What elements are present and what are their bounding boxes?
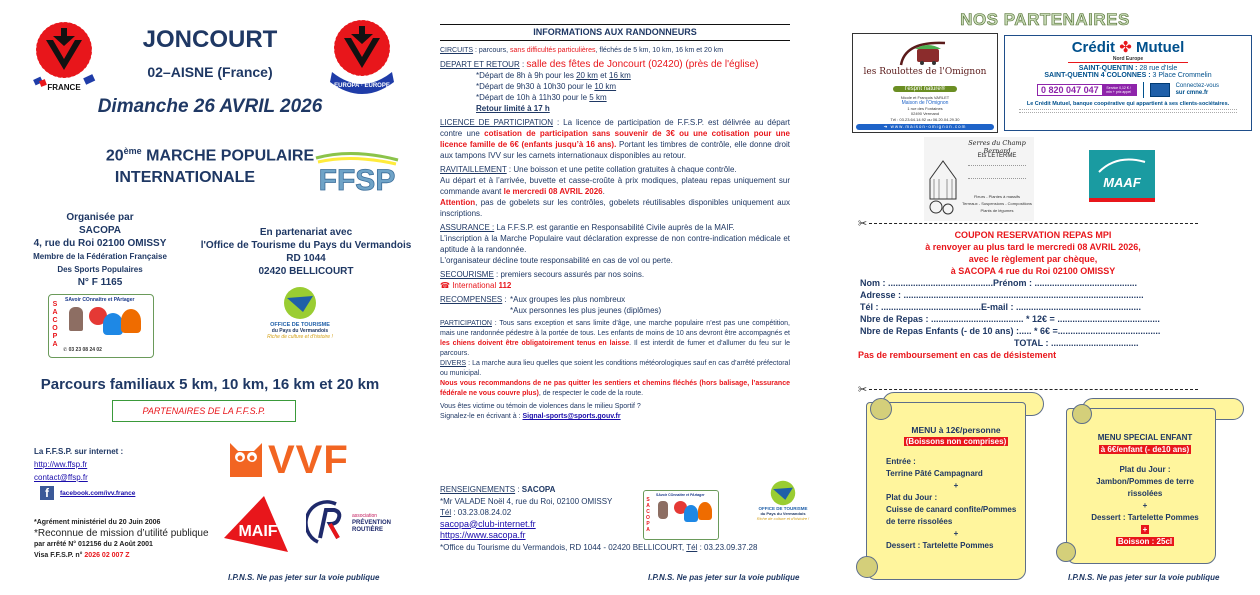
serres-company: Ets LETERME: [977, 153, 1017, 159]
assurance-text3: L'organisateur décline toute responsabilité en cas de vol ou perte.: [440, 256, 673, 265]
event-name-line2: INTERNATIONALE: [114, 169, 256, 187]
circuits-section: [440, 45, 790, 56]
scissors-icon: ✂: [858, 218, 868, 230]
sacopa-logo: [48, 294, 154, 358]
office-address: *Office du Tourisme du Vermandois, RD 1044 - 02420 BELLICOURT,: [440, 542, 687, 552]
organiser-block: [30, 211, 170, 289]
phone-icon: ☎: [440, 281, 450, 290]
tourism-line2: du Pays du Vermandois: [271, 328, 329, 334]
sacopa-vertical-text: SACOPA: [52, 301, 58, 348]
entree-dish: Terrine Pâté Campagnard: [886, 469, 983, 478]
roulottes-city: 02490 Vermand: [910, 111, 940, 116]
partnership-city: 02420 BELLICOURT: [258, 266, 354, 277]
tourism-office-logo: [250, 286, 350, 340]
serres-product-line: Terreaux - Suspensions - Compositions: [962, 201, 1032, 206]
visa-number: 2026 02 007 Z: [84, 552, 130, 559]
attention-label: Attention: [440, 198, 476, 207]
attention-section: [440, 197, 790, 219]
ffsp-email-link[interactable]: contact@ffsp.fr: [34, 473, 88, 482]
cm-region: Nord Europe: [1068, 56, 1188, 63]
child-plat-dish: Jambon/Pommes de terre rissolées: [1096, 477, 1194, 498]
tourism-line1: OFFICE DE TOURISME: [270, 322, 330, 328]
depart-section: [440, 59, 790, 114]
event-department: 02–AISNE (France): [147, 64, 273, 80]
plus-separator: +: [953, 481, 959, 490]
plus-separator: +: [1142, 525, 1148, 534]
distance: 20 km: [576, 71, 598, 80]
participation-red: les chiens doivent être obligatoirement tenus en laisse: [440, 340, 630, 347]
renseignements-section: [440, 484, 800, 553]
plat-dish: Cuisse de canard confite/Pommes de terre rissolées: [886, 505, 1017, 526]
assurance-label: ASSURANCE :: [440, 223, 495, 232]
tourism-slogan: Riche de culture et d'histoire !: [267, 334, 333, 340]
hiker-figure-icon: [658, 501, 668, 519]
cm-connect2: sur cmne.fr: [1175, 90, 1209, 96]
prevention-routiere-logo: [306, 498, 391, 548]
legal-reconnue: *Reconnue de mission d’utilité publique: [34, 528, 209, 539]
sacopa-tagline: SAvoir COnnaître et PArtager: [65, 297, 135, 303]
legal-block: [34, 517, 209, 561]
scroll-curl-icon: [1056, 542, 1076, 562]
visa-label: Visa F.F.S.P. n°: [34, 552, 85, 559]
cm-addr2-city: SAINT-QUENTIN 4 COLONNES :: [1044, 72, 1151, 79]
person-figure-icon: [684, 505, 698, 522]
event-location-title: JONCOURT: [142, 26, 278, 53]
child-menu-price: à 6€/enfant (- de10 ans): [1100, 445, 1190, 454]
child-meals-count-field[interactable]: Nbre de Repas Enfants (- de 10 ans) :..... * 6€ =.........................................: [860, 326, 1161, 336]
caravan-icon: [895, 37, 955, 67]
serres-card: [924, 137, 1034, 221]
child-plat-label: Plat du Jour :: [1119, 465, 1171, 474]
depart-line-text: *Départ de 8h à 9h pour les: [476, 71, 577, 80]
assurance-text1: La F.F.S.P. est garantie en Responsabilité Civile auprès de la MAIF.: [494, 223, 735, 232]
renseignements-label: RENSEIGNEMENTS: [440, 485, 516, 494]
prevention-line3: ROUTIÈRE: [352, 526, 384, 533]
plus-separator: +: [1142, 501, 1148, 510]
no-refund-notice: Pas de remboursement en cas de désistement: [858, 350, 1057, 360]
circuits-text1: : parcours,: [473, 47, 511, 54]
cm-name-right: Mutuel: [1135, 39, 1185, 56]
child-dessert-dish: Dessert : Tartelette Pommes: [1091, 513, 1199, 522]
scroll-curl-icon: [1072, 404, 1092, 424]
participation-text2: . Il est interdit de fumer et d’allumer du feu sur le parcours.: [440, 340, 790, 357]
secourisme-label: SECOURISME: [440, 270, 494, 279]
organiser-name: SACOPA: [78, 225, 122, 236]
maaf-logo: [1089, 150, 1155, 202]
sacopa-tel: : 03.23.08.24.02: [451, 508, 512, 517]
scissors-icon: ✂: [858, 384, 868, 396]
address-field[interactable]: Adresse : ................................................................................................: [860, 290, 1144, 300]
depart-line: [440, 70, 790, 81]
meals-count-field[interactable]: Nbre de Repas : ..................................... * 12€ = .........................................: [860, 314, 1160, 324]
ravitaillement-deadline: le mercredi 08 AVRIL 2026: [503, 187, 603, 196]
recompenses-sep: :: [502, 295, 507, 304]
svg-text:MAIF: MAIF: [238, 523, 278, 540]
serres-name: Serres du Champ Bernard: [968, 139, 1026, 155]
cm-slogan: Le Crédit Mutuel, banque coopérative qui appartient à ses clients-sociétaires.: [1026, 101, 1230, 107]
child-drink: Boisson : 25cl: [1117, 537, 1173, 546]
greenhouse-sketch-icon: [926, 151, 960, 215]
attention-text: , pas de gobelets sur les contrôles, gobelets réutilisables disponibles uniquement aux inscriptions.: [440, 198, 790, 218]
credit-mutuel-card: [1004, 35, 1252, 131]
adult-menu-scroll: [856, 390, 1046, 585]
serres-products: [962, 193, 1032, 214]
organiser-label: Organisée par: [66, 212, 134, 223]
cm-name-left: Crédit: [1071, 39, 1116, 56]
ravitaillement-text2: Au départ et à l’arrivée, buvette et casse-croûte à prix modiques, plateau repas uniquement sur commande avant: [440, 176, 790, 196]
partnership-label: En partenariat avec: [259, 227, 353, 238]
ravitaillement-text3: .: [602, 187, 605, 196]
tourism-line2: du Pays du Vermandois: [760, 511, 806, 516]
coupon-title: COUPON RESERVATION REPAS MPI: [954, 230, 1112, 240]
ravitaillement-label: RAVITAILLEMENT: [440, 165, 507, 174]
cm-phone-note: Service 0,12 € / min + prix appel: [1102, 85, 1136, 95]
total-field[interactable]: TOTAL : ...................................: [1014, 338, 1139, 348]
maaf-text: MAAF: [1103, 175, 1141, 190]
ipns-notice-right: I.P.N.S. Ne pas jeter sur la voie publique: [1068, 573, 1220, 582]
distance: 10 km: [594, 82, 617, 91]
ffsp-partners-box: PARTENAIRES DE LA F.F.S.P.: [112, 400, 296, 422]
maif-logo-icon: [222, 494, 290, 554]
participation-text1: : Tous sans exception et sans limite d’âge, une marche populaire n’est pas une compétition, mais une randonnée pédestre à la portée de tous. Les enfants de moins de 10 ans devront être accompagnés et: [440, 320, 790, 337]
adult-menu-content: [886, 424, 1026, 552]
sacopa-phone: ✆ 03 23 08 24 02: [63, 347, 102, 353]
participation-label: PARTICIPATION: [440, 320, 492, 327]
ivv-france-logo-icon: [28, 18, 100, 94]
hiker-figure-icon: [69, 307, 83, 331]
serres-product-line: Plants de légumes: [980, 208, 1014, 213]
violence-text2: Signalez-le en écrivant à :: [440, 413, 523, 420]
office-tel: : 03.23.09.37.28: [697, 542, 758, 552]
divers-text1: : La marche aura lieu quelles que soient les conditions météorologiques sauf en cas d’arrêté préfectoral ou municipal.: [440, 360, 790, 377]
ipns-notice-middle: I.P.N.S. Ne pas jeter sur la voie publique: [648, 573, 800, 582]
organiser-number: N° F 1165: [77, 277, 123, 288]
prevention-line2: PRÉVENTION: [352, 519, 392, 526]
ffsp-website-link[interactable]: http://ww.ffsp.fr: [34, 460, 88, 469]
ravitaillement-text1: : Une boisson et une petite collation gratuites à chaque contrôle.: [506, 165, 737, 174]
cm-phone-box: [1037, 84, 1137, 96]
adult-menu-title: MENU à 12€/personne: [911, 425, 1001, 435]
licence-section: [440, 117, 790, 161]
divider: [1143, 82, 1144, 98]
divers-red: Nous vous recommandons de ne pas quitter les sentiers et chemins fléchés (hors balisage, l’assurance fédérale ne vous couvre plus): [440, 380, 790, 397]
renseignements-name: SACOPA: [521, 485, 556, 494]
person-figure-icon: [121, 309, 141, 333]
svg-text:FRANCE: FRANCE: [47, 83, 81, 92]
legal-arrete: par arrêté N° 012156 du 2 Août 2001: [34, 541, 153, 548]
roulottes-tel: Tél : 03.23.64.14.92 ou 06.20.04.29.30: [890, 117, 960, 122]
parcours-headline: Parcours familiaux 5 km, 10 km, 16 km et 20 km: [40, 376, 380, 393]
circuits-text2: , fléchés de 5 km, 10 km, 16 km et 20 km: [595, 47, 724, 54]
reservation-coupon: [858, 229, 1208, 361]
recompenses-label: RECOMPENSES: [440, 295, 503, 304]
divers-text2: , de respecter le code de la route.: [538, 390, 644, 397]
facebook-icon: f: [40, 486, 54, 500]
credit-mutuel-name: [1005, 40, 1251, 56]
depart-label: DEPART ET RETOUR: [440, 60, 520, 69]
roulottes-card: [852, 33, 998, 133]
child-menu-scroll: [1056, 396, 1246, 566]
cm-phone: 0 820 047 047: [1041, 85, 1099, 95]
ffsp-logo-icon: [312, 150, 402, 196]
ffsp-web-block: [34, 445, 135, 500]
licence-text1: : La licence de participation de F.F.S.P. est délivrée au départ contre une: [440, 118, 790, 138]
organiser-address: 4, rue du Roi 02100 OMISSY: [33, 238, 167, 249]
roulottes-website-text: www.maison-omignon.com: [890, 124, 967, 129]
adult-menu-note: (Boissons non comprises): [905, 437, 1007, 446]
entree-label: Entrée :: [886, 457, 916, 466]
circuits-label: CIRCUITS: [440, 47, 474, 54]
tourism-v-icon: [283, 286, 317, 320]
roulottes-tagline: l'esprit nature®: [893, 86, 957, 92]
assurance-text2: L’inscription à la Marche Populaire vaut déclaration expresse de non contre-indication médicale et aptitude à la randonnée.: [440, 234, 790, 254]
middle-panel: [440, 24, 790, 425]
partnership-block: [196, 226, 416, 278]
event-ordinal: 20: [105, 147, 124, 165]
coupon-payment: avec le règlement par chèque,: [968, 254, 1098, 264]
renseignements-sep: :: [515, 485, 522, 494]
retour-limit: Retour limité à 17 h: [476, 104, 550, 113]
divers-label: DIVERS: [440, 360, 467, 367]
sacopa-vertical-text: SACOPA: [646, 497, 650, 533]
licence-red: cotisation de participation sans souvenir de 3€ ou une cotisation pour une licence famille de 6€ (enfants jusqu’à 16 ans).: [440, 129, 790, 149]
divers-section: [440, 359, 790, 399]
tourism-line1: OFFICE DE TOURISME: [758, 506, 808, 511]
depart-line-mid: et: [597, 71, 609, 80]
ravitaillement-section: [440, 164, 790, 197]
coupon-deadline: à renvoyer au plus tard le mercredi 08 AVRIL 2026,: [925, 242, 1141, 252]
prevention-line1: association: [352, 512, 378, 519]
svg-text:FFSP: FFSP: [318, 164, 396, 196]
event-date: Dimanche 26 AVRIL 2026: [97, 96, 323, 117]
vvf-text: VVF: [268, 438, 349, 482]
maaf-swoosh-icon: [1097, 156, 1147, 174]
vvf-logo: [228, 440, 349, 480]
owl-icon: [228, 441, 264, 479]
office-tel-label: Tél: [686, 542, 698, 552]
plat-label: Plat du Jour :: [886, 493, 938, 502]
depart-line: [440, 92, 790, 103]
credit-mutuel-logo-icon: ✤: [1119, 39, 1132, 56]
secourisme-intl: International: [449, 281, 499, 290]
tourism-office-logo-small: [748, 480, 818, 521]
renseignements-contact: *Mr VALADE Noël 4, rue du Roi, 02100 OMISSY: [440, 496, 613, 506]
event-name-line1: MARCHE POPULAIRE: [141, 147, 315, 165]
depart-place: salle des fêtes de Joncourt (02420) (près de l'église): [526, 59, 759, 70]
prevention-r-icon: [306, 498, 348, 548]
sacopa-phone-number: 03 23 08 24 02: [68, 347, 102, 353]
depart-line-text: *Départ de 9h30 à 10h30 pour le: [476, 82, 595, 91]
person-figure-icon: [698, 502, 712, 520]
roulottes-name: les Roulottes de l'Omignon: [863, 67, 987, 77]
coupon-header: [858, 229, 1208, 277]
licence-text2: Portant les timbres de contrôle, elle donne droit aux tampons IVV sur les carnets internationaux disponibles au retour.: [440, 140, 791, 160]
sacopa-logo-small: [643, 490, 719, 540]
svg-text:EUROPA · EUROPE: EUROPA · EUROPE: [334, 83, 390, 89]
roulottes-street: 1 rue des Fontaines: [907, 106, 943, 111]
ffsp-web-label: La F.F.S.P. sur internet :: [34, 447, 124, 456]
licence-label: LICENCE DE PARTICIPATION: [440, 118, 554, 127]
coupon-address: à SACOPA 4 rue du Roi 02100 OMISSY: [950, 266, 1116, 276]
ivv-europa-logo-icon: [326, 16, 398, 94]
cm-addr2: 3 Place Crommelin: [1150, 72, 1212, 79]
child-menu-content: [1078, 432, 1212, 548]
emergency-number: 112: [498, 281, 512, 290]
depart-line: [440, 81, 790, 92]
roulottes-owners: Nicole et François VARLET: [900, 95, 950, 100]
depart-line-text: *Départ de 10h à 11h30 pour le: [476, 93, 590, 102]
tel-label: Tél: [440, 508, 452, 517]
event-ordinal-sup: ème: [123, 146, 142, 156]
child-menu-title: MENU SPECIAL ENFANT: [1097, 433, 1193, 442]
partnership-road: RD 1044: [286, 253, 326, 264]
serres-product-line: Fleurs - Plantes à massifs: [973, 194, 1020, 199]
distance: 5 km: [589, 93, 607, 102]
plus-separator: +: [953, 529, 959, 538]
distance: 16 km: [609, 71, 631, 80]
secourisme-text: : premiers secours assurés par nos soins.: [493, 270, 645, 279]
violence-section: [440, 402, 790, 422]
cm-connect1: Connectez-vous: [1175, 83, 1219, 89]
roulottes-house: Maison de l'Omignon: [901, 100, 949, 106]
tourism-v-icon: [770, 480, 796, 506]
cm-addr1: 28 rue d'Isle: [1137, 65, 1178, 72]
violence-text1: Vous êtes victime ou témoin de violences dans le milieu Sportif ?: [440, 403, 641, 410]
tel-email-field[interactable]: Tél : ........................................E-mail : ..................................................: [860, 302, 1142, 312]
person-figure-icon: [103, 313, 123, 335]
coupon-fields: [860, 277, 1186, 349]
scroll-curl-icon: [870, 398, 892, 420]
legal-agrement: *Agrément ministériel du 20 Juin 2006: [34, 519, 161, 526]
circuits-red: sans difficultés particulières: [510, 47, 596, 54]
organiser-member-line2: Des Sports Populaires: [57, 265, 143, 274]
sacopa-tagline: SAvoir COnnaître et PArtager: [656, 493, 705, 497]
dessert-dish: Dessert : Tartelette Pommes: [886, 541, 994, 550]
signal-sports-email-link[interactable]: Signal-sports@sports.gouv.fr: [522, 413, 621, 420]
partnership-name: l'Office de Tourisme du Pays du Vermandois: [200, 240, 412, 251]
cm-contact-row: [1005, 82, 1251, 98]
name-field[interactable]: Nom : ..........................................Prénom : .........................................: [860, 278, 1138, 288]
serres-contact-lines: [968, 165, 1026, 179]
tourism-slogan: Riche de culture et d'histoire !: [756, 516, 810, 521]
cm-addr1-city: SAINT-QUENTIN :: [1078, 65, 1138, 72]
participation-section: [440, 319, 790, 359]
facebook-link[interactable]: facebook.com/ivv.france: [60, 489, 136, 497]
organiser-member-line1: Membre de la Fédération Française: [33, 252, 167, 261]
ipns-notice-left: I.P.N.S. Ne pas jeter sur la voie publique: [228, 573, 380, 582]
roulottes-website: ➜ www.maison-omignon.com: [856, 124, 994, 130]
recompenses-section: [440, 294, 790, 316]
recompense-item: *Aux groupes les plus nombreux: [510, 295, 626, 304]
depart-sep: :: [519, 60, 527, 69]
sacopa-website-link[interactable]: https://www.sacopa.fr: [440, 530, 526, 540]
scroll-curl-icon: [856, 556, 878, 578]
cm-fineprint: [1019, 109, 1237, 113]
assurance-section: [440, 222, 790, 266]
recompense-item: *Aux personnes les plus jeunes (diplômes): [510, 306, 662, 315]
secourisme-section: [440, 269, 790, 291]
sacopa-email-link[interactable]: sacopa@club-internet.fr: [440, 518, 536, 529]
partners-title: NOS PARTENAIRES: [960, 10, 1130, 29]
computer-monitor-icon: [1150, 83, 1170, 97]
info-header: INFORMATIONS AUX RANDONNEURS: [440, 24, 790, 41]
